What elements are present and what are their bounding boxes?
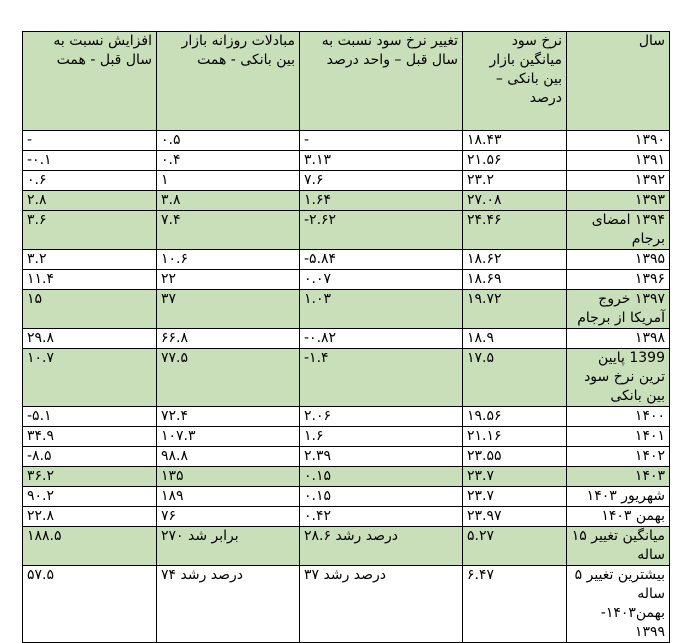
table-row (23, 407, 670, 427)
header-row (23, 32, 670, 131)
cell-rate: ۱۹.۷۲ (463, 290, 567, 329)
cell-rate: ۱۸.۹ (463, 329, 567, 349)
cell-change: ۰.۱۵ (300, 467, 463, 487)
cell-volume: ۳۷ (157, 290, 300, 329)
table-row (23, 191, 670, 211)
cell-year: بیشترین تغییر ۵ ساله بهمن۱۴۰۳- ۱۳۹۹ (567, 566, 670, 643)
cell-year: ۱۳۹۰ (567, 131, 670, 151)
cell-increase: ۱۵ (23, 290, 157, 329)
cell-rate: ۲۳.۷ (463, 467, 567, 487)
cell-change: ۰.۱۵ (300, 487, 463, 507)
cell-volume: ۱۰.۶ (157, 250, 300, 270)
cell-rate: ۱۸.۶۹ (463, 270, 567, 290)
cell-increase: ۱۰.۷ (23, 349, 157, 407)
cell-year: ۱۴۰۲ (567, 447, 670, 467)
cell-year: ۱۴۰۳ (567, 467, 670, 487)
cell-volume: ۲۲ (157, 270, 300, 290)
cell-rate: ۲۱.۵۶ (463, 151, 567, 171)
cell-volume: ۳.۸ (157, 191, 300, 211)
cell-year: 1399 پایین ترین نرخ سود بین بانکی (567, 349, 670, 407)
table-row (23, 349, 670, 407)
cell-volume: ۹۸.۸ (157, 447, 300, 467)
cell-increase: ۱۱.۴ (23, 270, 157, 290)
cell-increase: ۲.۸ (23, 191, 157, 211)
cell-rate: ۲۳.۲ (463, 171, 567, 191)
cell-year: ۱۴۰۰ (567, 407, 670, 427)
cell-increase: -۰.۱ (23, 151, 157, 171)
cell-change: -۰.۸۲ (300, 329, 463, 349)
cell-change: ۳۷ درصد رشد (300, 566, 463, 643)
cell-year: ۱۴۰۱ (567, 427, 670, 447)
table-row (23, 507, 670, 527)
cell-increase: ۰.۶ (23, 171, 157, 191)
cell-increase: ۲۹.۸ (23, 329, 157, 349)
cell-change: ۲.۳۹ (300, 447, 463, 467)
cell-volume: ۷۲.۴ (157, 407, 300, 427)
cell-increase: -۸.۵ (23, 447, 157, 467)
cell-rate: ۶.۴۷ (463, 566, 567, 643)
cell-rate: ۱۸.۶۲ (463, 250, 567, 270)
cell-year: ۱۳۹۴ امضای برجام (567, 211, 670, 250)
table-row (23, 487, 670, 507)
cell-increase: - (23, 131, 157, 151)
table-row (23, 290, 670, 329)
table-body (23, 131, 670, 643)
cell-year: ۱۳۹۷ خروج آمریکا از برجام (567, 290, 670, 329)
cell-increase: ۵۷.۵ (23, 566, 157, 643)
cell-year: ۱۳۹۵ (567, 250, 670, 270)
cell-volume: ۱۳۵ (157, 467, 300, 487)
header-change: تغییر نرخ سود نسبت به سال قبل – واحد درصد (300, 32, 463, 131)
table-row (23, 171, 670, 191)
cell-change: ۲.۰۶ (300, 407, 463, 427)
cell-volume: ۱ (157, 171, 300, 191)
cell-change: ۲۸.۶ درصد رشد (300, 527, 463, 566)
cell-volume: ۶۶.۸ (157, 329, 300, 349)
cell-volume: ۲۷۰ برابر شد (157, 527, 300, 566)
table-row (23, 527, 670, 566)
cell-change: ۱.۰۳ (300, 290, 463, 329)
table-row (23, 270, 670, 290)
table-row (23, 566, 670, 643)
cell-increase: ۹۰.۲ (23, 487, 157, 507)
cell-rate: ۱۸.۴۳ (463, 131, 567, 151)
table-row (23, 427, 670, 447)
table-row (23, 131, 670, 151)
cell-year: شهریور ۱۴۰۳ (567, 487, 670, 507)
cell-volume: ۱۸۹ (157, 487, 300, 507)
header-year: سال (567, 32, 670, 131)
cell-year: میانگین تغییر ۱۵ ساله (567, 527, 670, 566)
cell-rate: ۲۳.۵۵ (463, 447, 567, 467)
cell-change: ۰.۰۷ (300, 270, 463, 290)
cell-change: ۰.۴۲ (300, 507, 463, 527)
cell-rate: ۲۴.۴۶ (463, 211, 567, 250)
cell-volume: ۷۷.۵ (157, 349, 300, 407)
cell-change: -۲.۶۲ (300, 211, 463, 250)
table-row (23, 447, 670, 467)
cell-year: ۱۳۹۲ (567, 171, 670, 191)
cell-increase: ۳۶.۲ (23, 467, 157, 487)
cell-change: ۱.۶ (300, 427, 463, 447)
cell-change: -۵.۸۴ (300, 250, 463, 270)
cell-volume: ۱۰۷.۳ (157, 427, 300, 447)
cell-year: ۱۳۹۱ (567, 151, 670, 171)
cell-increase: ۲۲.۸ (23, 507, 157, 527)
cell-increase: -۵.۱ (23, 407, 157, 427)
cell-year: ۱۳۹۸ (567, 329, 670, 349)
header-rate: نرخ سود میانگین بازار بین بانکی – درصد (463, 32, 567, 131)
cell-increase: ۳.۶ (23, 211, 157, 250)
interbank-rate-table (22, 31, 670, 643)
cell-volume: ۷.۴ (157, 211, 300, 250)
table-row (23, 329, 670, 349)
table-row (23, 250, 670, 270)
header-increase: افزایش نسبت به سال قبل - همت (23, 32, 157, 131)
table-row (23, 151, 670, 171)
cell-change: -۱.۴ (300, 349, 463, 407)
cell-rate: ۱۷.۵ (463, 349, 567, 407)
cell-change: ۷.۶ (300, 171, 463, 191)
cell-year: بهمن ۱۴۰۳ (567, 507, 670, 527)
cell-volume: ۷۶ (157, 507, 300, 527)
cell-year: ۱۳۹۳ (567, 191, 670, 211)
cell-change: ۱.۶۴ (300, 191, 463, 211)
cell-volume: ۰.۴ (157, 151, 300, 171)
header-volume: مبادلات روزانه بازار بین بانکی - همت (157, 32, 300, 131)
cell-rate: ۲۳.۹۷ (463, 507, 567, 527)
cell-volume: ۰.۵ (157, 131, 300, 151)
cell-increase: ۳.۲ (23, 250, 157, 270)
table-row (23, 467, 670, 487)
cell-rate: ۵.۲۷ (463, 527, 567, 566)
cell-increase: ۱۸۸.۵ (23, 527, 157, 566)
cell-year: ۱۳۹۶ (567, 270, 670, 290)
cell-increase: ۳۴.۹ (23, 427, 157, 447)
table-row (23, 211, 670, 250)
cell-rate: ۲۷.۰۸ (463, 191, 567, 211)
cell-change: ۳.۱۳ (300, 151, 463, 171)
cell-rate: ۱۹.۵۶ (463, 407, 567, 427)
cell-rate: ۲۱.۱۶ (463, 427, 567, 447)
cell-rate: ۲۳.۷ (463, 487, 567, 507)
cell-volume: ۷۴ درصد رشد (157, 566, 300, 643)
cell-change: - (300, 131, 463, 151)
